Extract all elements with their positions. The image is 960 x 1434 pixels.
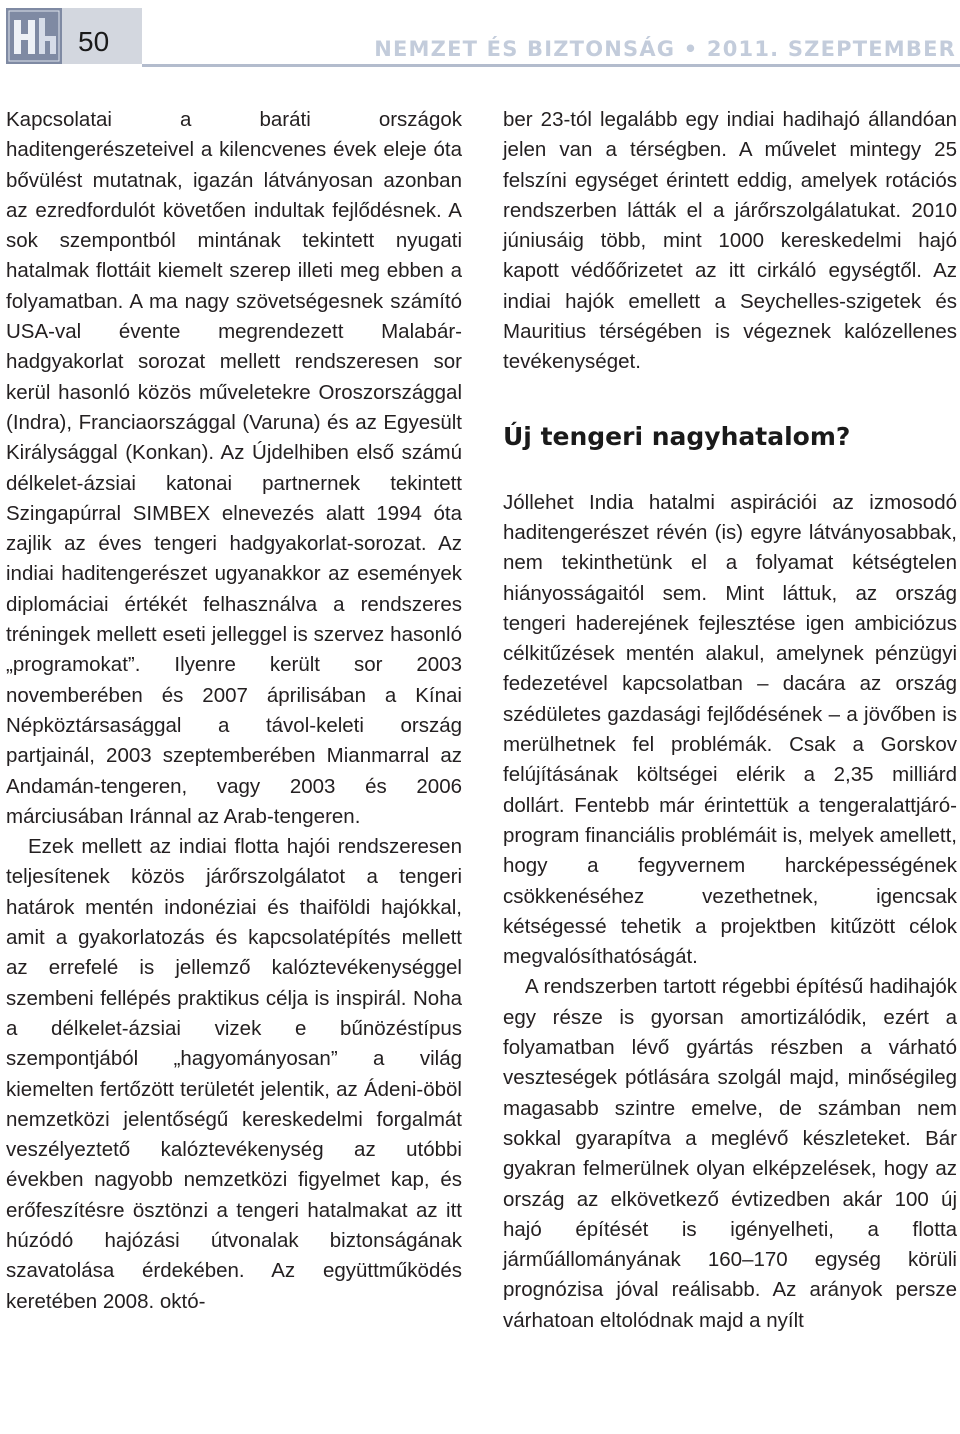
left-paragraph-1: Kapcsolatai a baráti országok haditengerészeteivel a kilencvenes évek eleje óta bővülést mutatnak, igazán látványosan azonban az ezredfordulót követően indultak fejlődésnek. A sok szempontból mintának tekintett nyugati hatalmak flottáit kiemelt szerep illeti meg ebben a folyamatban. A ma nagy szövetségesnek számító USA-val évente megrendezett Malabár-hadgyakorlat sorozat mellett rendszeresen sor kerül hasonló közös műveletekre Oroszországgal (Indra), Franciaországgal (Varuna) és az Egyesült Királysággal (Konkan). Az Újdelhiben első számú délkelet-ázsiai katonai partnernek tekintett Szingapúrral SIMBEX elnevezés alatt 1994 óta zajlik az éves tengeri hadgyakorlat-sorozat. Az indiai haditengerészet ugyanakkor az események diplomáciai értékét felhasználva a rendszeres tréningek mellett eseti jelleggel is szervez hasonló „programokat”. Ilyenre került sor 2003 novemberében és 2007 áprilisában a Kínai Népköztársasággal a távol-keleti ország partjainál, 2003 szeptemberében Mianmarral az Andamán-tengeren, vagy 2003 és 2006 márciusában Iránnal az Arab-tengeren. [6,108,462,828]
page-number: 50 [78,26,110,57]
right-column [503,105,957,1336]
logo-glyph-icon [6,8,62,64]
header-rule [142,64,960,67]
journal-logo [6,8,62,64]
right-paragraph-1: ber 23-tól legalább egy indiai hadihajó állandóan jelen van a térségben. A művelet mintegy 25 felszíni egységet érintett eddig, amelyek rotációs rendszerben látták el a járőrszolgálatukat. 2010 júniusáig több, mint 1000 kereskedelmi hajó kapott védőőrizetet az itt cirkáló egységtől. Az indiai hajók emellett a Seychelles-szigetek és Mauritius térségében is végeznek kalózellenes tevékenységet. [503,108,957,374]
section-heading: Új tengeri nagyhatalom? [503,421,851,451]
page-header [0,0,960,66]
left-column [6,105,462,1317]
left-paragraph-2: Ezek mellett az indiai flotta hajói rendszeresen teljesítenek közös járőrszolgálatot a tengeri határok mentén indonéziai és thaiföldi hajókkal, amit a gyakorlatozás és kapcsolatépítés mellett az errefelé is jellemző kalóztevékenységgel szembeni fellépés praktikus célja is inspirál. Noha a délkelet-ázsiai vizek e bűnözéstípus szempontjából „hagyományosan” a világ kiemelten fertőzött területét jelentik, az Ádeni-öböl nemzetközi jelentőségű kereskedelmi forgalmát veszélyeztető kalóztevékenység az utóbbi években nagyobb nemzetközi figyelmet kap, és erőfeszítésre ösztönzi a tengeri hatalmakat az itt húzódó hajózási útvonalak biztonságának szavatolása érdekében. Az együttműködés keretében 2008. októ- [6,835,462,1313]
right-paragraph-2: Jóllehet India hatalmi aspirációi az izmosodó haditengerészet révén (is) egyre látványosabbak, nem tekinthetünk el a folyamat kétségtelen hiányosságaitól sem. Mint láttuk, az ország tengeri haderejének fejlesztése igen ambiciózus célkitűzések mentén alakul, amelynek pénzügyi fedezetével kapcsolatban – dacára az ország szédületes gazdasági fejlődésének – a jövőben is merülhetnek fel problémák. Csak a Gorskov felújításának költségei elérik a 2,35 milliárd dollárt. Fentebb már érintettük a tengeralattjáró-program financiális problémáit is, melyek amellett, hogy a fegyvernem harcképességének csökkenéséhez vezethetnek, igencsak kétségessé tehetik a projektben kitűzött célok megvalósíthatóságát. [503,490,957,969]
right-paragraph-3: A rendszerben tartott régebbi építésű hadihajók egy része is gyorsan amortizálódik, ezért a folyamatban lévő gyártás részben a várható veszteségek pótlására szolgál majd, minőségileg magasabb szintre emelve, de számban nem sokkal gyarapítva a meglévő készleteket. Bár gyakran felmerülnek olyan elképzelések, hogy az ország az elkövetkező évtizedben akár 100 új hajó építését is igényelheti, a flotta járműállományának 160–170 egység körüli prognózisa jóval reálisabb. Az arányok persze várhatoan eltolódnak majd a nyílt [503,975,957,1332]
publication-title: NEMZET ÉS BIZTONSÁG • 2011. SZEPTEMBER [374,37,956,61]
page-number-box [62,8,142,64]
